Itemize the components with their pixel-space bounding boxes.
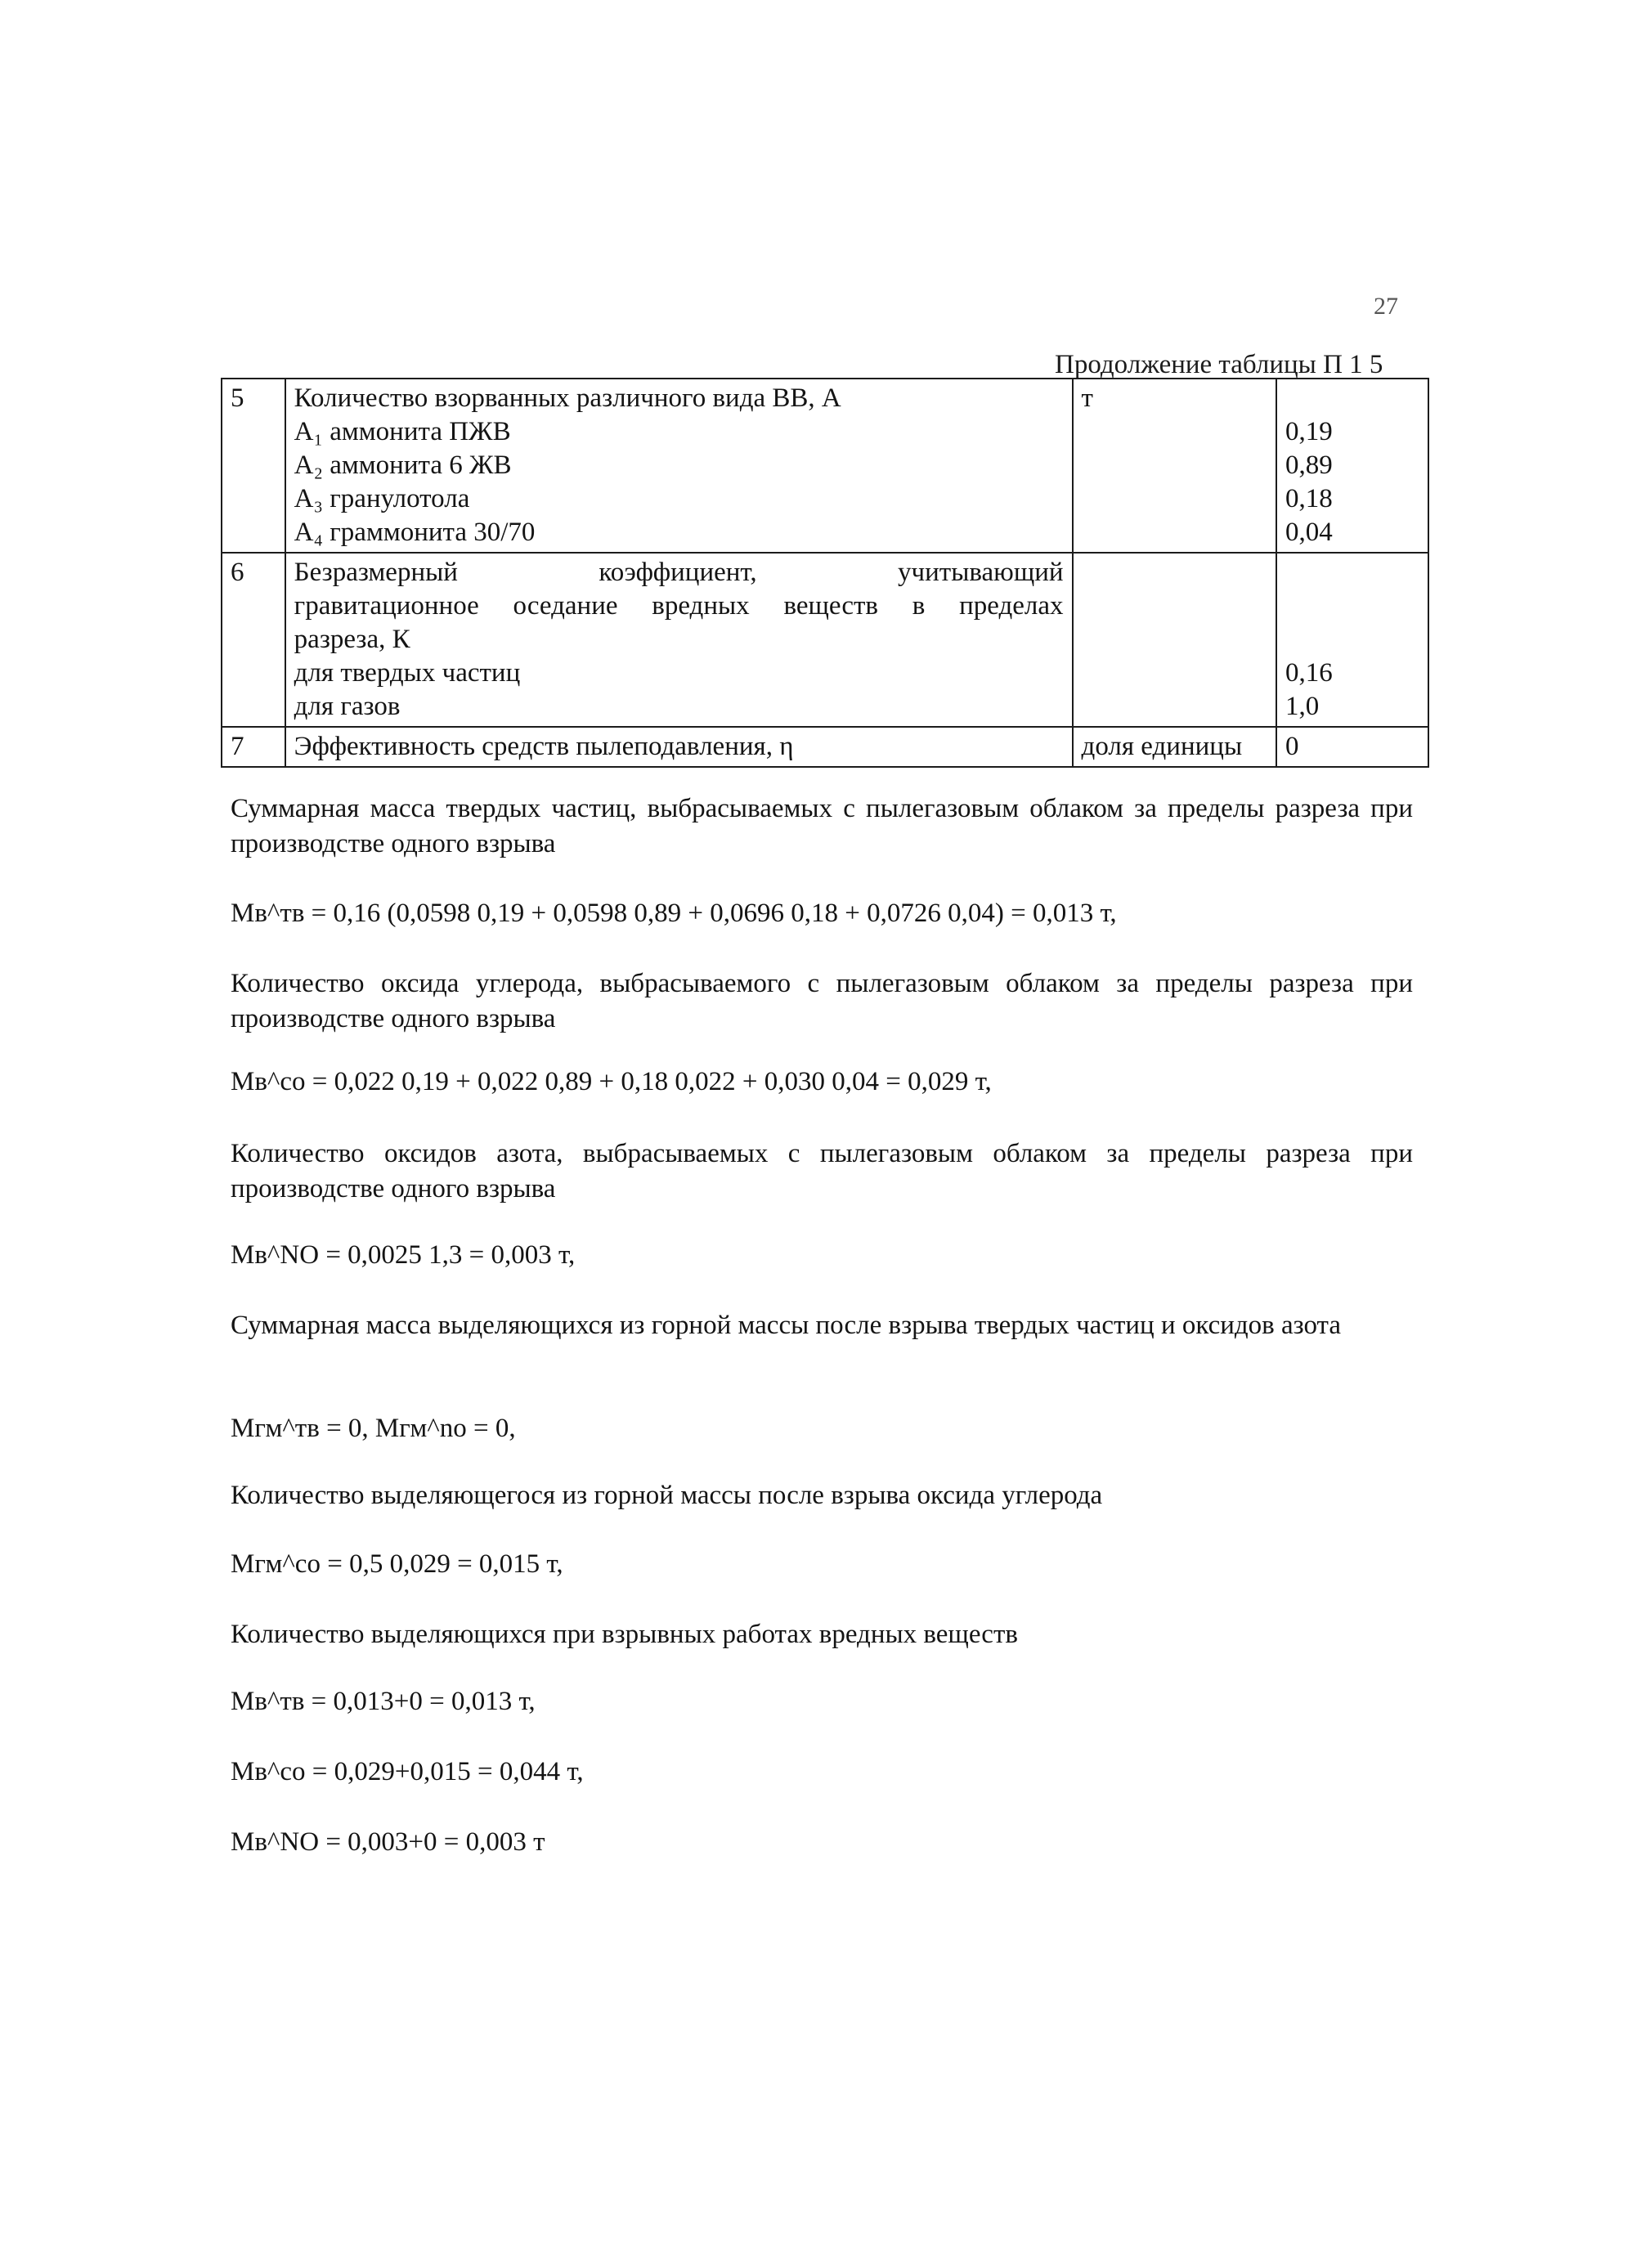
- formula: [231, 1065, 1413, 1100]
- table-row: [222, 379, 1428, 553]
- formula-text: Mв^тв = 0,16 (0,0598 0,19 + 0,0598 0,89 + 0,0696 0,18 + 0,0726 0,04) = 0,013 т,: [231, 899, 1117, 928]
- row-name-line: A₁ аммонита ПЖВ: [294, 417, 511, 446]
- row-name-line: Количество взорванных различного вида ВВ, А: [294, 383, 841, 413]
- word: оседание: [513, 591, 618, 621]
- word: пределах: [959, 591, 1064, 621]
- paragraph: [231, 791, 1413, 862]
- row-value: 1,0: [1285, 692, 1320, 721]
- row-name-line: для газов: [294, 692, 401, 721]
- row-value: 0,16: [1285, 658, 1333, 688]
- row-values: [1276, 553, 1428, 727]
- formula-text: Mв^co = 0,022 0,19 + 0,022 0,89 + 0,18 0,022 + 0,030 0,04 = 0,029 т,: [231, 1067, 992, 1096]
- word: гравитационное: [294, 591, 479, 621]
- row-value: 0,19: [1285, 417, 1333, 446]
- formula: [231, 896, 1413, 931]
- row-value: 0,04: [1285, 518, 1333, 547]
- row-name-line: разреза, К: [294, 625, 410, 654]
- row-unit: [1073, 553, 1276, 727]
- paragraph-text: Количество оксида углерода, выбрасываемого с пылегазовым облаком за пределы разреза при производстве одного взрыва: [231, 969, 1413, 1033]
- formula-text: Mгм^тв = 0, Mгм^no = 0,: [231, 1414, 516, 1443]
- table-row: [222, 727, 1428, 767]
- row-unit: т: [1073, 379, 1276, 553]
- paragraph: [231, 1308, 1413, 1343]
- row-number: 6: [222, 553, 285, 727]
- row-name-line: A₂ аммонита 6 ЖВ: [294, 450, 512, 480]
- table-caption: Продолжение таблицы П 1 5: [1055, 350, 1383, 379]
- paragraph: [231, 1617, 1413, 1652]
- paragraph: [231, 966, 1413, 1037]
- row-number: 5: [222, 379, 285, 553]
- word: в: [912, 591, 926, 621]
- formula-text: Mв^co = 0,029+0,015 = 0,044 т,: [231, 1757, 584, 1786]
- formula-text: Mв^NO = 0,003+0 = 0,003 т: [231, 1827, 545, 1857]
- row-name: Эффективность средств пылеподавления, η: [285, 727, 1073, 767]
- paragraph-text: Суммарная масса твердых частиц, выбрасываемых с пылегазовым облаком за пределы разреза при производстве одного взрыва: [231, 794, 1413, 858]
- row-name-line: для твердых частиц: [294, 658, 521, 688]
- row-value: 0: [1276, 727, 1428, 767]
- paragraph-text: Количество выделяющегося из горной массы после взрыва оксида углерода: [231, 1481, 1103, 1510]
- word: вредных: [652, 591, 750, 621]
- page-number: 27: [1374, 293, 1398, 320]
- formula: [231, 1238, 1413, 1273]
- word: веществ: [783, 591, 879, 621]
- row-name-line: [294, 556, 1064, 589]
- row-value: 0,18: [1285, 484, 1333, 513]
- formula: [231, 1755, 1413, 1790]
- formula-text: Mв^NO = 0,0025 1,3 = 0,003 т,: [231, 1240, 576, 1270]
- formula: [231, 1825, 1413, 1860]
- row-value: 0,89: [1285, 450, 1333, 480]
- paragraph: [231, 1136, 1413, 1207]
- formula: [231, 1684, 1413, 1719]
- row-name-line: [294, 589, 1064, 623]
- row-name-line: A₃ гранулотола: [294, 484, 470, 513]
- word: учитывающий: [898, 558, 1064, 587]
- formula-text: Mв^тв = 0,013+0 = 0,013 т,: [231, 1687, 536, 1716]
- row-name: [285, 379, 1073, 553]
- row-name: [285, 553, 1073, 727]
- formula: [231, 1411, 1413, 1446]
- row-number: 7: [222, 727, 285, 767]
- formula-text: Mгм^co = 0,5 0,029 = 0,015 т,: [231, 1549, 563, 1579]
- word: коэффициент,: [599, 558, 757, 587]
- paragraph-text: Суммарная масса выделяющихся из горной массы после взрыва твердых частиц и оксидов азота: [231, 1311, 1342, 1340]
- table-row: [222, 553, 1428, 727]
- row-name-line: A₄ граммонита 30/70: [294, 518, 536, 547]
- paragraph-text: Количество выделяющихся при взрывных работах вредных веществ: [231, 1620, 1018, 1649]
- row-unit: доля единицы: [1073, 727, 1276, 767]
- formula: [231, 1547, 1413, 1582]
- parameters-table: [221, 378, 1429, 768]
- row-values: [1276, 379, 1428, 553]
- paragraph: [231, 1478, 1413, 1513]
- paragraph-text: Количество оксидов азота, выбрасываемых с пылегазовым облаком за пределы разреза при производстве одного взрыва: [231, 1139, 1413, 1203]
- word: Безразмерный: [294, 558, 458, 587]
